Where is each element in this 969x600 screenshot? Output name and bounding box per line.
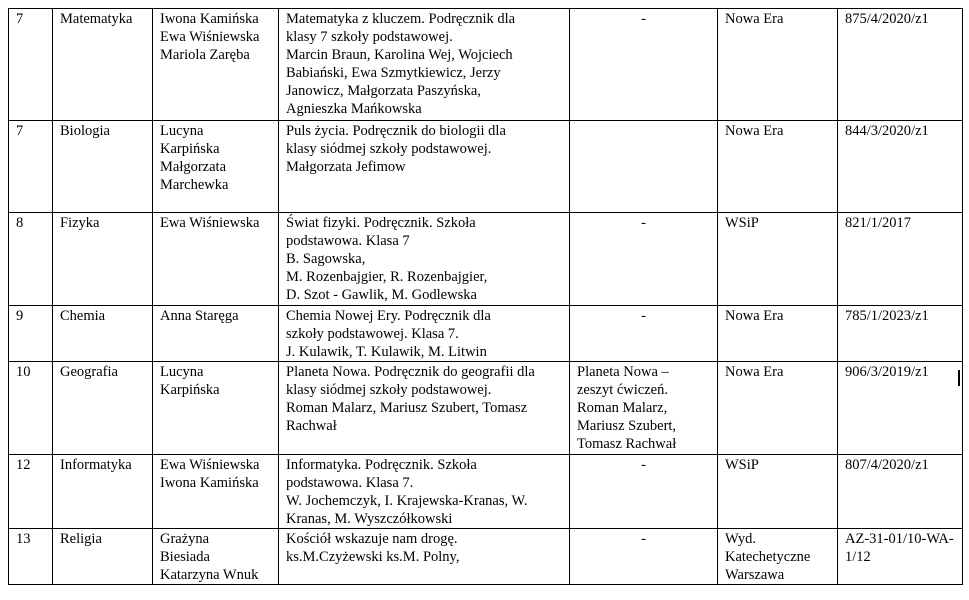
- textbook-line: szkoły podstawowej. Klasa 7.: [286, 326, 459, 342]
- exercises-line: Planeta Nowa –: [577, 364, 669, 380]
- publisher-cell: [718, 362, 838, 455]
- textbook-line: klasy 7 szkoły podstawowej.: [286, 29, 453, 45]
- textbook-cell: [279, 362, 570, 455]
- teacher-line: Karpińska: [160, 382, 220, 398]
- textbook-cell: [279, 121, 570, 213]
- table-row: [9, 9, 963, 121]
- textbook-line: Małgorzata Jefimow: [286, 159, 406, 175]
- exercises-line: Tomasz Rachwał: [577, 436, 677, 452]
- exercises-line: zeszyt ćwiczeń.: [577, 382, 668, 398]
- class-number-cell: 7: [9, 121, 53, 213]
- approval-number-cell: 807/4/2020/z1: [838, 455, 963, 529]
- teacher-line: Ewa Wiśniewska: [160, 457, 260, 473]
- publisher-line: WSiP: [725, 457, 759, 473]
- exercises-cell: [570, 121, 718, 213]
- subject-cell: Chemia: [53, 306, 153, 362]
- textbook-line: Matematyka z kluczem. Podręcznik dla: [286, 11, 516, 27]
- table-row: [9, 362, 963, 455]
- publisher-line: Nowa Era: [725, 11, 784, 27]
- textbook-line: Agnieszka Mańkowska: [286, 101, 422, 117]
- textbook-line: klasy siódmej szkoły podstawowej.: [286, 141, 492, 157]
- textbook-line: Puls życia. Podręcznik do biologii dla: [286, 123, 506, 139]
- publisher-line: Nowa Era: [725, 364, 784, 380]
- table-row: [9, 529, 963, 585]
- teachers-cell: [153, 121, 279, 213]
- subject-cell: Matematyka: [53, 9, 153, 121]
- subject-cell: Geografia: [53, 362, 153, 455]
- teacher-line: Iwona Kamińska: [160, 11, 259, 27]
- teacher-line: Marchewka: [160, 177, 229, 193]
- textbook-line: Chemia Nowej Ery. Podręcznik dla: [286, 308, 491, 324]
- textbook-cell: [279, 455, 570, 529]
- class-number-cell: 13: [9, 529, 53, 585]
- exercises-line: Roman Malarz,: [577, 400, 668, 416]
- class-number-cell: 10: [9, 362, 53, 455]
- textbook-cell: [279, 306, 570, 362]
- textbook-line: Roman Malarz, Mariusz Szubert, Tomasz: [286, 400, 528, 416]
- teacher-line: Katarzyna Wnuk: [160, 567, 259, 583]
- teacher-line: Iwona Kamińska: [160, 475, 259, 491]
- publisher-cell: [718, 213, 838, 306]
- table-row: [9, 121, 963, 213]
- approval-number-cell: 785/1/2023/z1: [838, 306, 963, 362]
- publisher-line: Warszawa: [725, 567, 785, 583]
- textbook-cell: [279, 9, 570, 121]
- textbook-line: B. Sagowska,: [286, 251, 366, 267]
- teacher-line: Ewa Wiśniewska: [160, 29, 260, 45]
- subject-cell: Biologia: [53, 121, 153, 213]
- textbook-line: klasy siódmej szkoły podstawowej.: [286, 382, 492, 398]
- teacher-line: Małgorzata: [160, 159, 227, 175]
- publisher-cell: [718, 529, 838, 585]
- textbook-line: Świat fizyki. Podręcznik. Szkoła: [286, 215, 476, 231]
- exercises-cell: [570, 9, 718, 121]
- class-number-cell: 7: [9, 9, 53, 121]
- text-cursor: [958, 370, 960, 386]
- publisher-cell: [718, 455, 838, 529]
- textbook-line: Marcin Braun, Karolina Wej, Wojciech: [286, 47, 513, 63]
- textbook-line: podstawowa. Klasa 7: [286, 233, 410, 249]
- publisher-cell: [718, 121, 838, 213]
- textbook-line: ks.M.Czyżewski ks.M. Polny,: [286, 549, 460, 565]
- approval-number-cell: 906/3/2019/z1: [838, 362, 963, 455]
- textbook-line: D. Szot - Gawlik, M. Godlewska: [286, 287, 477, 303]
- subject-cell: Religia: [53, 529, 153, 585]
- textbook-line: Kranas, M. Wyszczółkowski: [286, 511, 453, 527]
- textbook-line: Kościół wskazuje nam drogę.: [286, 531, 458, 547]
- teacher-line: Lucyna: [160, 123, 204, 139]
- teachers-cell: [153, 9, 279, 121]
- teacher-line: Biesiada: [160, 549, 210, 565]
- subject-cell: Fizyka: [53, 213, 153, 306]
- textbook-line: M. Rozenbajgier, R. Rozenbajgier,: [286, 269, 488, 285]
- textbook-line: Rachwał: [286, 418, 337, 434]
- class-number-cell: 8: [9, 213, 53, 306]
- publisher-line: WSiP: [725, 215, 759, 231]
- publisher-cell: [718, 306, 838, 362]
- exercises-line: -: [641, 308, 646, 324]
- publisher-line: Nowa Era: [725, 308, 784, 324]
- textbook-line: W. Jochemczyk, I. Krajewska-Kranas, W.: [286, 493, 528, 509]
- exercises-line: -: [641, 531, 646, 547]
- approval-number-cell: 844/3/2020/z1: [838, 121, 963, 213]
- textbook-line: Informatyka. Podręcznik. Szkoła: [286, 457, 477, 473]
- textbook-cell: [279, 529, 570, 585]
- textbook-line: Janowicz, Małgorzata Paszyńska,: [286, 83, 481, 99]
- exercises-cell: [570, 529, 718, 585]
- teacher-line: Ewa Wiśniewska: [160, 215, 260, 231]
- teacher-line: Anna Staręga: [160, 308, 239, 324]
- teachers-cell: [153, 455, 279, 529]
- exercises-line: -: [641, 11, 646, 27]
- teachers-cell: [153, 213, 279, 306]
- teacher-line: Karpińska: [160, 141, 220, 157]
- publisher-cell: [718, 9, 838, 121]
- teacher-line: Lucyna: [160, 364, 204, 380]
- textbook-line: Babiański, Ewa Szmytkiewicz, Jerzy: [286, 65, 501, 81]
- publisher-line: Katechetyczne: [725, 549, 811, 565]
- class-number-cell: 9: [9, 306, 53, 362]
- exercises-line: Mariusz Szubert,: [577, 418, 677, 434]
- approval-number-cell: 821/1/2017: [838, 213, 963, 306]
- table-row: [9, 306, 963, 362]
- exercises-line: -: [641, 215, 646, 231]
- textbook-cell: [279, 213, 570, 306]
- publisher-line: Nowa Era: [725, 123, 784, 139]
- teacher-line: Grażyna: [160, 531, 210, 547]
- textbook-line: J. Kulawik, T. Kulawik, M. Litwin: [286, 344, 487, 360]
- class-number-cell: 12: [9, 455, 53, 529]
- table-row: [9, 455, 963, 529]
- table-row: [9, 213, 963, 306]
- teachers-cell: [153, 306, 279, 362]
- teachers-cell: [153, 529, 279, 585]
- subject-cell: Informatyka: [53, 455, 153, 529]
- teachers-cell: [153, 362, 279, 455]
- exercises-cell: [570, 306, 718, 362]
- textbook-line: podstawowa. Klasa 7.: [286, 475, 414, 491]
- teacher-line: Mariola Zaręba: [160, 47, 250, 63]
- exercises-cell: [570, 455, 718, 529]
- textbook-line: Planeta Nowa. Podręcznik do geografii dla: [286, 364, 535, 380]
- approval-number-cell: 875/4/2020/z1: [838, 9, 963, 121]
- publisher-line: Wyd.: [725, 531, 756, 547]
- textbook-table: [8, 8, 963, 585]
- approval-number-cell: AZ-31-01/10-WA-1/12: [838, 529, 963, 585]
- exercises-cell: [570, 362, 718, 455]
- exercises-cell: [570, 213, 718, 306]
- exercises-line: -: [641, 457, 646, 473]
